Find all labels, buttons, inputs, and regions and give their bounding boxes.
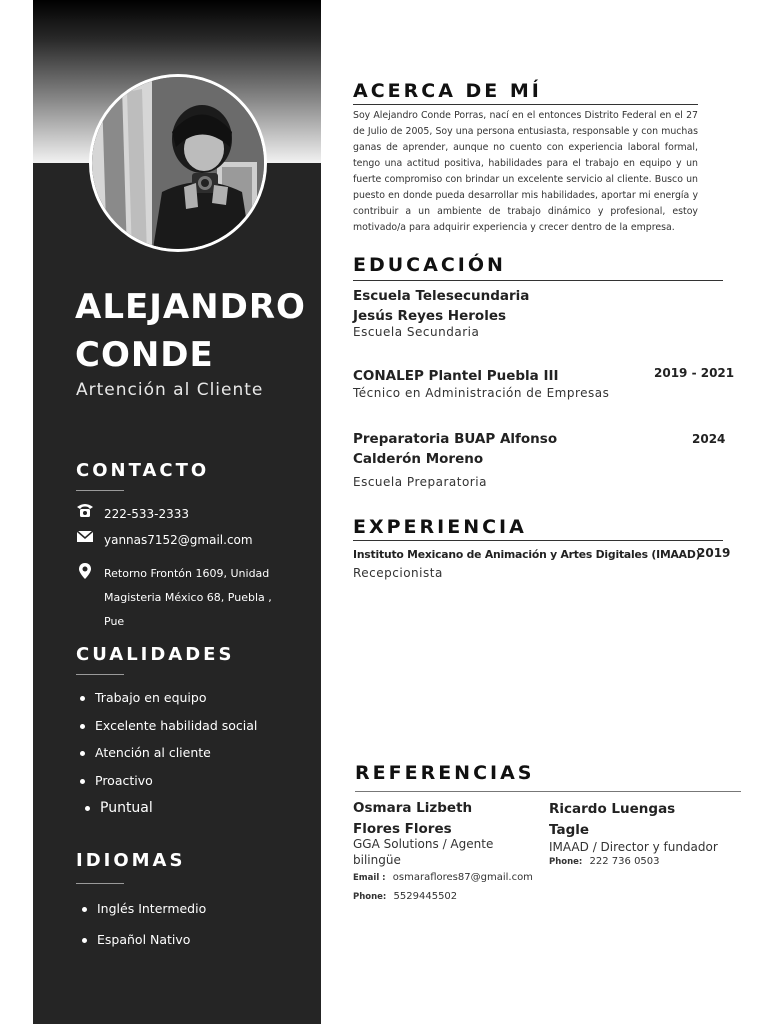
address-text [104, 562, 294, 634]
references-rule [355, 791, 741, 792]
list-item: Excelente habilidad social [80, 718, 257, 746]
education-title [353, 286, 529, 326]
mail-icon [76, 528, 94, 544]
qualities-rule [76, 674, 124, 675]
reference-phone [353, 891, 457, 902]
reference-org [353, 836, 493, 868]
experience-rule [353, 540, 723, 541]
qualities-heading: CUALIDADES [76, 644, 235, 665]
location-pin-icon [76, 562, 94, 578]
reference-phone [549, 856, 660, 867]
list-item: Puntual [80, 800, 257, 828]
reference-org-line-1: GGA Solutions / Agente [353, 837, 494, 851]
education-subtitle: Técnico en Administración de Empresas [353, 386, 610, 400]
phone-icon [76, 502, 94, 518]
education-title [353, 429, 557, 469]
contact-address [76, 562, 294, 634]
references-heading: REFERENCIAS [355, 762, 535, 784]
name-line-1: ALEJANDRO [75, 287, 306, 327]
reference-email [353, 872, 533, 883]
contact-phone [76, 502, 294, 526]
list-item: Español Nativo [82, 932, 206, 963]
languages-heading: IDIOMAS [76, 850, 186, 871]
education-title-line-1: Preparatoria BUAP Alfonso [353, 431, 558, 447]
about-text: Soy Alejandro Conde Porras, nací en el entonces Distrito Federal en el 27 de Julio de 2005, Soy una persona entusiasta, responsable y con muchas ganas de aprender, aunque no cuento con experiencia laboral formal, tengo una actitud positiva, habilidades para el trabajo en equipo y un fuerte compromiso con brindar un excelente servicio al cliente. Busco un puesto en donde pueda desarrollar mis habilidades, aportar mi energía y contribuir a un ambiente de trabajo dinámico y profesional, estoy motivado/a para adquirir experiencia y crecer dentro de la empresa. [353, 110, 698, 233]
email-text[interactable]: yannas7152@gmail.com [104, 533, 253, 547]
list-item: Inglés Intermedio [82, 901, 206, 932]
qualities-list [80, 690, 257, 828]
list-item: Trabajo en equipo [80, 690, 257, 718]
reference-name [549, 799, 675, 841]
education-subtitle: Escuela Secundaria [353, 325, 480, 339]
education-year: 2024 [692, 432, 726, 446]
experience-org: Instituto Mexicano de Animación y Artes Digitales (IMAAD) [353, 548, 701, 561]
education-title-line-1: Escuela Telesecundaria [353, 288, 530, 304]
reference-email-label: Email : [353, 873, 386, 883]
reference-phone-label: Phone: [549, 857, 583, 867]
about-rule [353, 104, 698, 105]
reference-phone-value[interactable]: 222 736 0503 [589, 856, 660, 867]
contact-rule [76, 490, 124, 491]
experience-heading: EXPERIENCIA [353, 516, 527, 538]
list-item: Atención al cliente [80, 745, 257, 773]
contact-email [76, 528, 294, 552]
profile-photo-image [92, 77, 267, 252]
education-subtitle: Escuela Preparatoria [353, 475, 487, 489]
about-heading: ACERCA DE MÍ [353, 80, 542, 102]
reference-phone-label: Phone: [353, 892, 387, 902]
list-item: Proactivo [80, 773, 257, 801]
reference-org-line-2: bilingüe [353, 853, 401, 867]
reference-name-line-1: Osmara Lizbeth [353, 800, 473, 816]
reference-email-value[interactable]: osmaraflores87@gmail.com [392, 872, 533, 883]
education-title-line-2: Jesús Reyes Heroles [353, 308, 507, 324]
education-title-line-2: Calderón Moreno [353, 451, 484, 467]
reference-phone-value[interactable]: 5529445502 [393, 891, 458, 902]
address-line-2: Magisteria México 68, Puebla , Pue [104, 591, 272, 628]
phone-text[interactable]: 222-533-2333 [104, 507, 190, 521]
reference-name-line-2: Flores Flores [353, 821, 452, 837]
education-rule [353, 280, 723, 281]
education-heading: EDUCACIÓN [353, 254, 506, 276]
languages-rule [76, 883, 124, 884]
languages-list [82, 901, 206, 963]
name-line-2: CONDE [75, 335, 214, 375]
reference-name-line-2: Tagle [549, 822, 590, 838]
reference-name-line-1: Ricardo Luengas [549, 801, 676, 817]
contact-heading: CONTACTO [76, 460, 210, 481]
profile-photo [89, 74, 267, 252]
education-year: 2019 - 2021 [654, 366, 735, 380]
experience-year: 2019 [697, 546, 731, 560]
reference-name [353, 798, 472, 840]
reference-org: IMAAD / Director y fundador [549, 840, 718, 854]
address-line-1: Retorno Frontón 1609, Unidad [104, 567, 270, 580]
education-title: CONALEP Plantel Puebla III [353, 368, 559, 384]
full-name [75, 283, 315, 379]
job-title: Artención al Cliente [76, 380, 264, 400]
experience-role: Recepcionista [353, 566, 443, 580]
